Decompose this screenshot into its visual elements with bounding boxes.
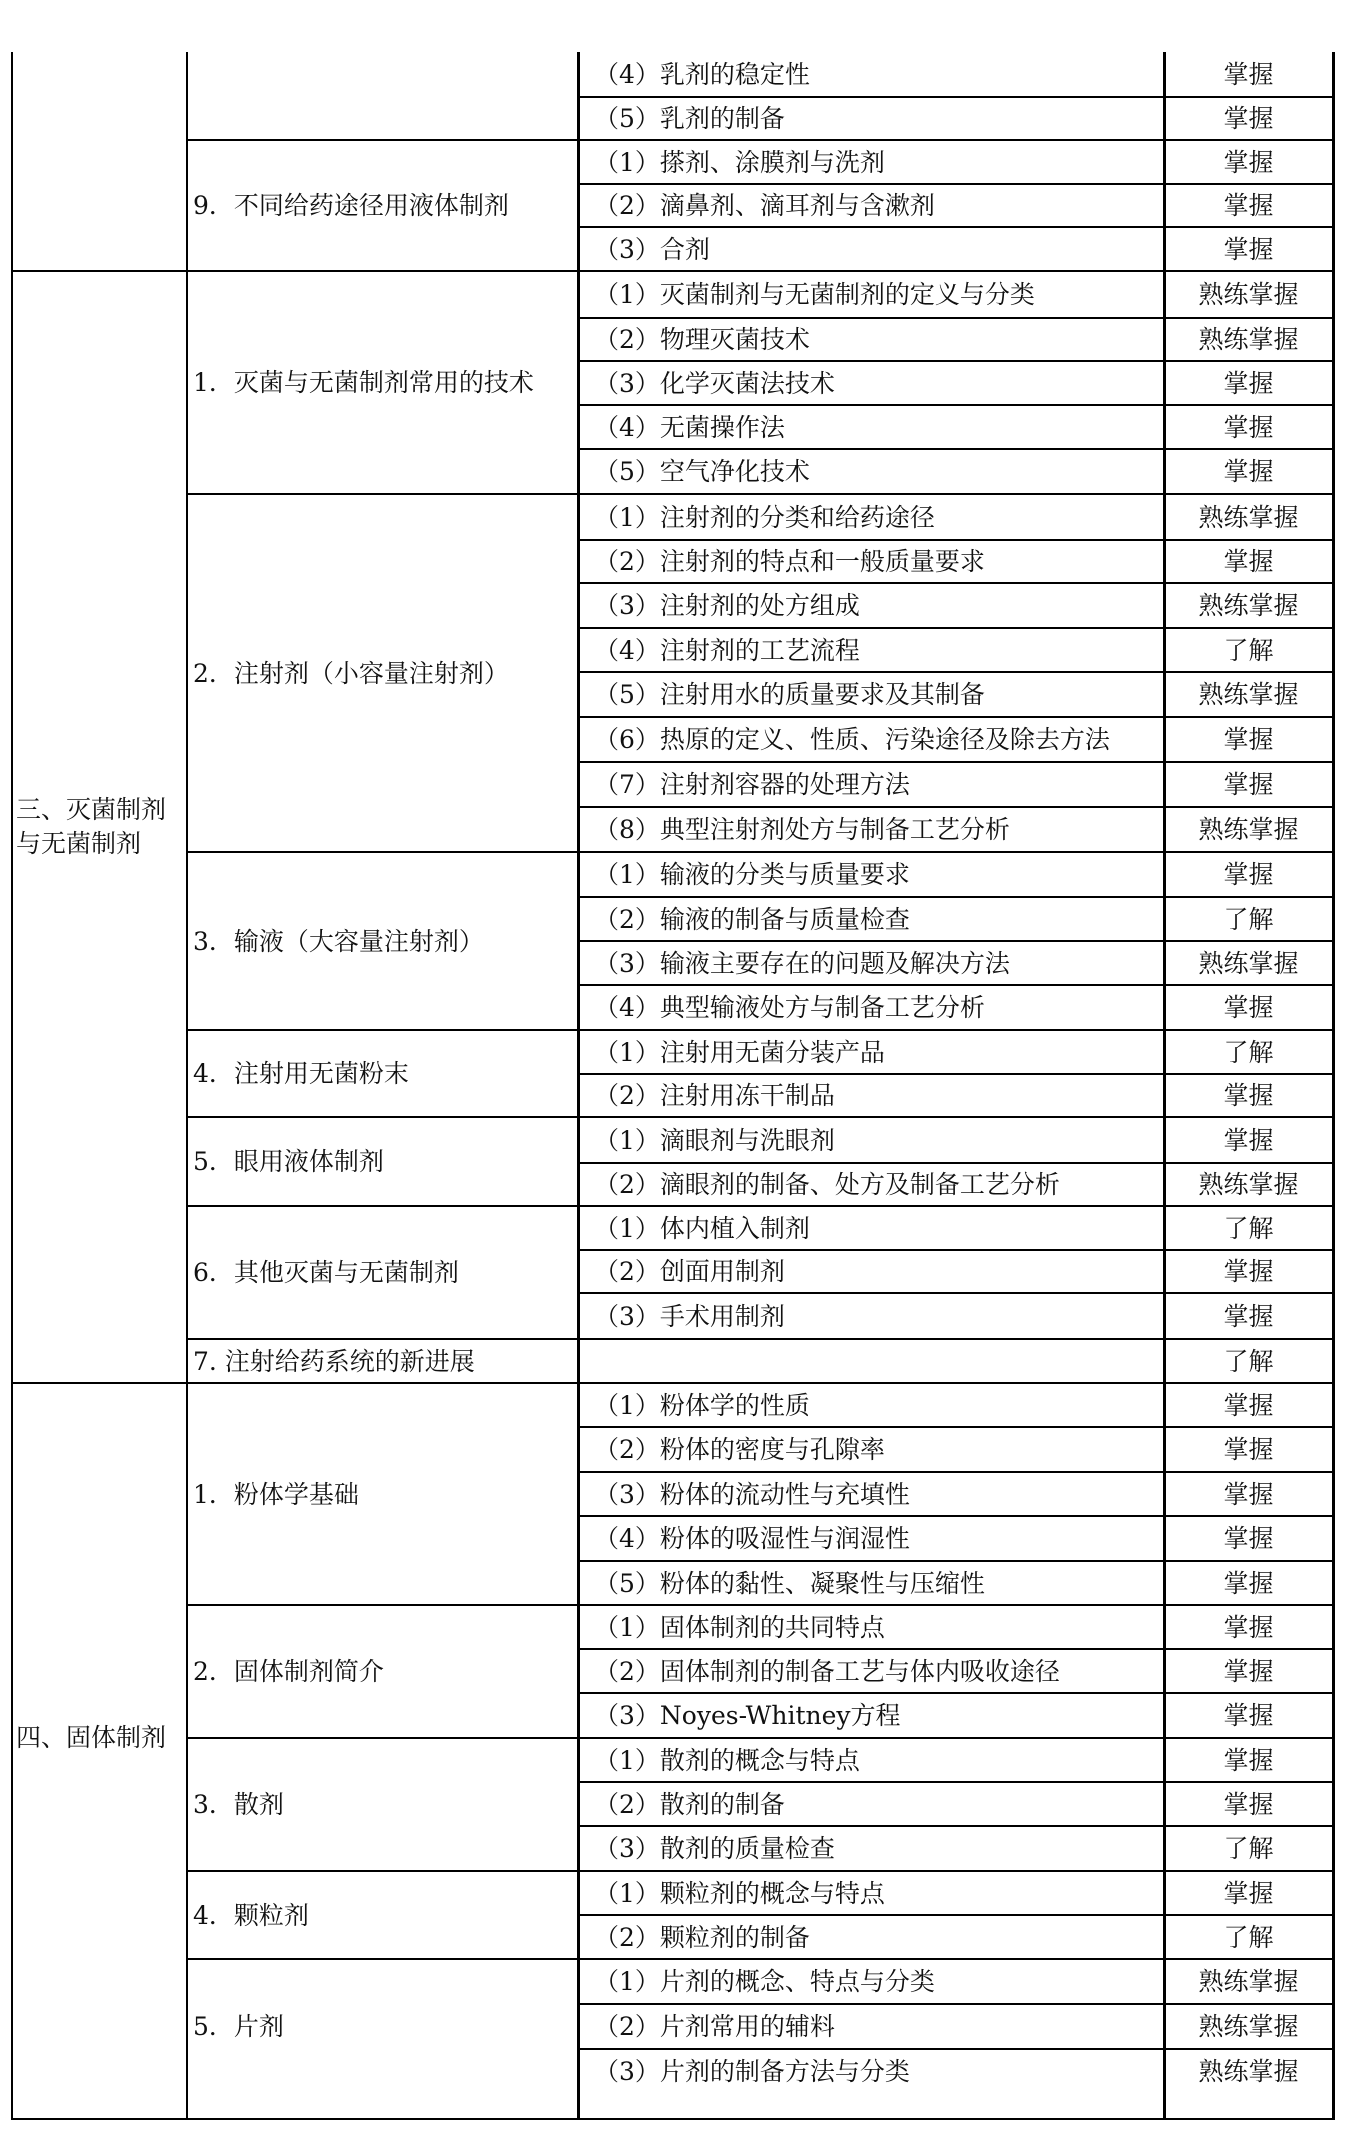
requirement-level: 了解: [1223, 1834, 1274, 1863]
row-divider: [578, 671, 1333, 673]
detail-item: （2）注射用冻干制品: [594, 1081, 835, 1110]
requirement-level: 熟练掌握: [1198, 325, 1299, 354]
detail-item: （6）热原的定义、性质、污染途径及除去方法: [594, 725, 1110, 754]
row-divider: [578, 984, 1333, 986]
row-divider: [12, 1382, 1333, 1384]
row-divider: [578, 627, 1333, 629]
requirement-level: 掌握: [1223, 1301, 1274, 1331]
subunit-title: 3．散剂: [193, 1790, 284, 1819]
detail-item: （1）灭菌制剂与无菌制剂的定义与分类: [594, 280, 1035, 309]
requirement-level: 掌握: [1223, 1745, 1274, 1775]
detail-item: （2）输液的制备与质量检查: [594, 904, 910, 934]
requirement-level: 熟练掌握: [1198, 680, 1299, 709]
requirement-level: 熟练掌握: [1198, 502, 1299, 532]
detail-item: （1）搽剂、涂膜剂与洗剂: [594, 147, 885, 177]
row-divider: [187, 1205, 1333, 1207]
requirement-level: 了解: [1223, 1213, 1274, 1243]
detail-item: （4）无菌操作法: [594, 412, 785, 442]
detail-item: （3）合剂: [594, 234, 710, 264]
detail-item: （7）注射剂容器的处理方法: [594, 770, 910, 799]
requirement-level: 掌握: [1223, 1789, 1274, 1819]
row-divider: [12, 270, 1333, 272]
subunit-title: 4．注射用无菌粉末: [193, 1059, 409, 1088]
row-divider: [578, 1471, 1333, 1473]
requirement-level: 掌握: [1223, 1479, 1274, 1509]
detail-item: （2）注射剂的特点和一般质量要求: [594, 547, 985, 576]
requirement-level: 掌握: [1223, 1081, 1274, 1110]
detail-item: [578, 1339, 1164, 1383]
detail-item: （3）注射剂的处方组成: [594, 591, 860, 620]
row-divider: [578, 1073, 1333, 1075]
column-divider: [11, 52, 13, 2120]
row-divider: [187, 1604, 1333, 1606]
requirement-level: 掌握: [1223, 1435, 1274, 1464]
row-divider: [187, 1737, 1333, 1739]
detail-item: （5）空气净化技术: [594, 457, 810, 486]
row-divider: [578, 226, 1333, 228]
detail-item: （1）体内植入制剂: [594, 1213, 810, 1243]
requirement-level: 掌握: [1223, 1524, 1274, 1553]
subunit-title: 4．颗粒剂: [193, 1900, 309, 1930]
detail-item: （1）输液的分类与质量要求: [594, 860, 910, 889]
row-divider: [187, 1029, 1333, 1031]
subunit-title: 6．其他灭菌与无菌制剂: [193, 1258, 459, 1287]
detail-item: （3）片剂的制备方法与分类: [594, 2056, 910, 2086]
row-divider: [578, 1515, 1333, 1517]
detail-item: （1）注射剂的分类和给药途径: [594, 502, 935, 532]
requirement-level: 熟练掌握: [1198, 2056, 1299, 2086]
requirement-level: 掌握: [1223, 770, 1274, 799]
row-divider: [578, 1426, 1333, 1428]
detail-item: （5）粉体的黏性、凝聚性与压缩性: [594, 1568, 985, 1598]
detail-item: （1）颗粒剂的概念与特点: [594, 1878, 885, 1908]
detail-item: （2）固体制剂的制备工艺与体内吸收途径: [594, 1656, 1060, 1686]
detail-item: （5）注射用水的质量要求及其制备: [594, 680, 985, 709]
row-divider: [578, 360, 1333, 362]
subunit-title: 1．灭菌与无菌制剂常用的技术: [193, 368, 534, 397]
requirement-level: 掌握: [1223, 725, 1274, 754]
requirement-level: 掌握: [1223, 60, 1274, 89]
row-divider: [578, 96, 1333, 98]
detail-item: （8）典型注射剂处方与制备工艺分析: [594, 815, 1010, 844]
detail-item: （1）注射用无菌分装产品: [594, 1037, 885, 1067]
detail-item: （2）滴鼻剂、滴耳剂与含漱剂: [594, 191, 935, 220]
subunit-title: [187, 52, 578, 140]
row-divider: [578, 404, 1333, 406]
detail-item: （4）粉体的吸湿性与润湿性: [594, 1524, 910, 1553]
detail-item: （2）滴眼剂的制备、处方及制备工艺分析: [594, 1170, 1060, 1199]
row-divider: [578, 1648, 1333, 1650]
requirement-level: 了解: [1223, 1037, 1274, 1067]
subunit-title: 2．注射剂（小容量注射剂）: [193, 658, 509, 688]
row-divider: [578, 1162, 1333, 1164]
requirement-level: 熟练掌握: [1198, 948, 1299, 978]
detail-item: （1）片剂的概念、特点与分类: [594, 1967, 935, 1996]
detail-item: （1）滴眼剂与洗眼剂: [594, 1125, 835, 1155]
subunit-title: 5．眼用液体制剂: [193, 1147, 384, 1176]
unit-title: 四、固体制剂: [16, 1723, 167, 1753]
requirement-level: 掌握: [1223, 234, 1274, 264]
row-divider: [578, 1781, 1333, 1783]
unit-title: 三、灭菌制剂与无菌制剂: [16, 795, 167, 858]
row-divider: [187, 1116, 1333, 1118]
detail-item: （4）典型输液处方与制备工艺分析: [594, 993, 985, 1022]
row-divider: [578, 1914, 1333, 1916]
detail-item: （5）乳剂的制备: [594, 104, 785, 133]
requirement-level: 掌握: [1223, 191, 1274, 220]
row-divider: [578, 183, 1333, 185]
detail-item: （2）颗粒剂的制备: [594, 1922, 810, 1952]
row-divider: [578, 1560, 1333, 1562]
requirement-level: 熟练掌握: [1198, 1170, 1299, 1199]
detail-item: （2）创面用制剂: [594, 1257, 785, 1286]
column-divider: [577, 52, 580, 2120]
unit-title: [12, 52, 187, 271]
requirement-level: 掌握: [1223, 457, 1274, 486]
row-divider: [578, 2003, 1333, 2005]
row-divider: [12, 2118, 1334, 2120]
row-divider: [578, 582, 1333, 584]
detail-item: （3）化学灭菌法技术: [594, 368, 835, 398]
row-divider: [578, 940, 1333, 942]
row-divider: [187, 1338, 1333, 1340]
requirement-level: 掌握: [1223, 368, 1274, 398]
requirement-level: 熟练掌握: [1198, 280, 1299, 309]
subunit-title: 7. 注射给药系统的新进展: [193, 1346, 475, 1376]
requirement-level: 掌握: [1223, 1701, 1274, 1730]
row-divider: [578, 1825, 1333, 1827]
detail-item: （3）粉体的流动性与充填性: [594, 1479, 910, 1509]
requirement-level: 熟练掌握: [1198, 815, 1299, 844]
requirement-level: 了解: [1223, 635, 1274, 665]
requirement-level: 掌握: [1223, 993, 1274, 1022]
requirement-level: 掌握: [1223, 1390, 1274, 1420]
subunit-title: 2．固体制剂简介: [193, 1657, 384, 1686]
row-divider: [578, 1692, 1333, 1694]
requirement-level: 掌握: [1223, 860, 1274, 889]
requirement-level: 掌握: [1223, 1125, 1274, 1155]
column-divider: [1332, 52, 1335, 2120]
row-divider: [578, 806, 1333, 808]
requirement-level: 熟练掌握: [1198, 1967, 1299, 1996]
requirement-level: 掌握: [1223, 1656, 1274, 1686]
row-divider: [187, 1870, 1333, 1872]
detail-item: （2）物理灭菌技术: [594, 325, 810, 354]
requirement-level: 掌握: [1223, 1257, 1274, 1286]
requirement-level: 掌握: [1223, 1568, 1274, 1598]
row-divider: [578, 1249, 1333, 1251]
requirement-level: 熟练掌握: [1198, 591, 1299, 620]
requirement-level: 掌握: [1223, 412, 1274, 442]
detail-item: （2）散剂的制备: [594, 1789, 785, 1819]
detail-item: （2）片剂常用的辅料: [594, 2012, 835, 2041]
requirement-level: 掌握: [1223, 147, 1274, 177]
detail-item: （1）散剂的概念与特点: [594, 1745, 860, 1775]
detail-item: （1）粉体学的性质: [594, 1390, 810, 1420]
row-divider: [187, 493, 1333, 495]
requirement-level: 了解: [1223, 904, 1274, 934]
subunit-title: 3．输液（大容量注射剂）: [193, 926, 484, 956]
column-divider: [1163, 52, 1166, 2120]
subunit-title: 9．不同给药途径用液体制剂: [193, 191, 509, 220]
subunit-title: 5．片剂: [193, 2011, 284, 2041]
detail-item: （4）注射剂的工艺流程: [594, 635, 860, 665]
column-divider: [186, 52, 188, 2120]
detail-item: （4）乳剂的稳定性: [594, 60, 810, 89]
row-divider: [578, 317, 1333, 319]
detail-item: （3）手术用制剂: [594, 1301, 785, 1331]
requirement-level: 掌握: [1223, 547, 1274, 576]
row-divider: [578, 896, 1333, 898]
row-divider: [187, 139, 1333, 141]
requirement-level: 了解: [1223, 1346, 1274, 1376]
row-divider: [578, 448, 1333, 450]
requirement-level: 掌握: [1223, 1878, 1274, 1908]
detail-item: （3）散剂的质量检查: [594, 1834, 835, 1863]
row-divider: [578, 539, 1333, 541]
requirement-level: 熟练掌握: [1198, 2012, 1299, 2041]
row-divider: [187, 851, 1333, 853]
subunit-title: 1．粉体学基础: [193, 1479, 359, 1509]
requirement-level: 了解: [1223, 1922, 1274, 1952]
detail-item: （2）粉体的密度与孔隙率: [594, 1435, 885, 1464]
detail-item: （1）固体制剂的共同特点: [594, 1612, 885, 1642]
requirement-level: 掌握: [1223, 104, 1274, 133]
row-divider: [578, 716, 1333, 718]
detail-item: （3）输液主要存在的问题及解决方法: [594, 948, 1010, 978]
requirement-level: 掌握: [1223, 1612, 1274, 1642]
row-divider: [578, 1292, 1333, 1294]
row-divider: [187, 1958, 1333, 1960]
row-divider: [578, 2048, 1333, 2050]
detail-item: （3）Noyes-Whitney方程: [594, 1701, 901, 1730]
row-divider: [578, 761, 1333, 763]
